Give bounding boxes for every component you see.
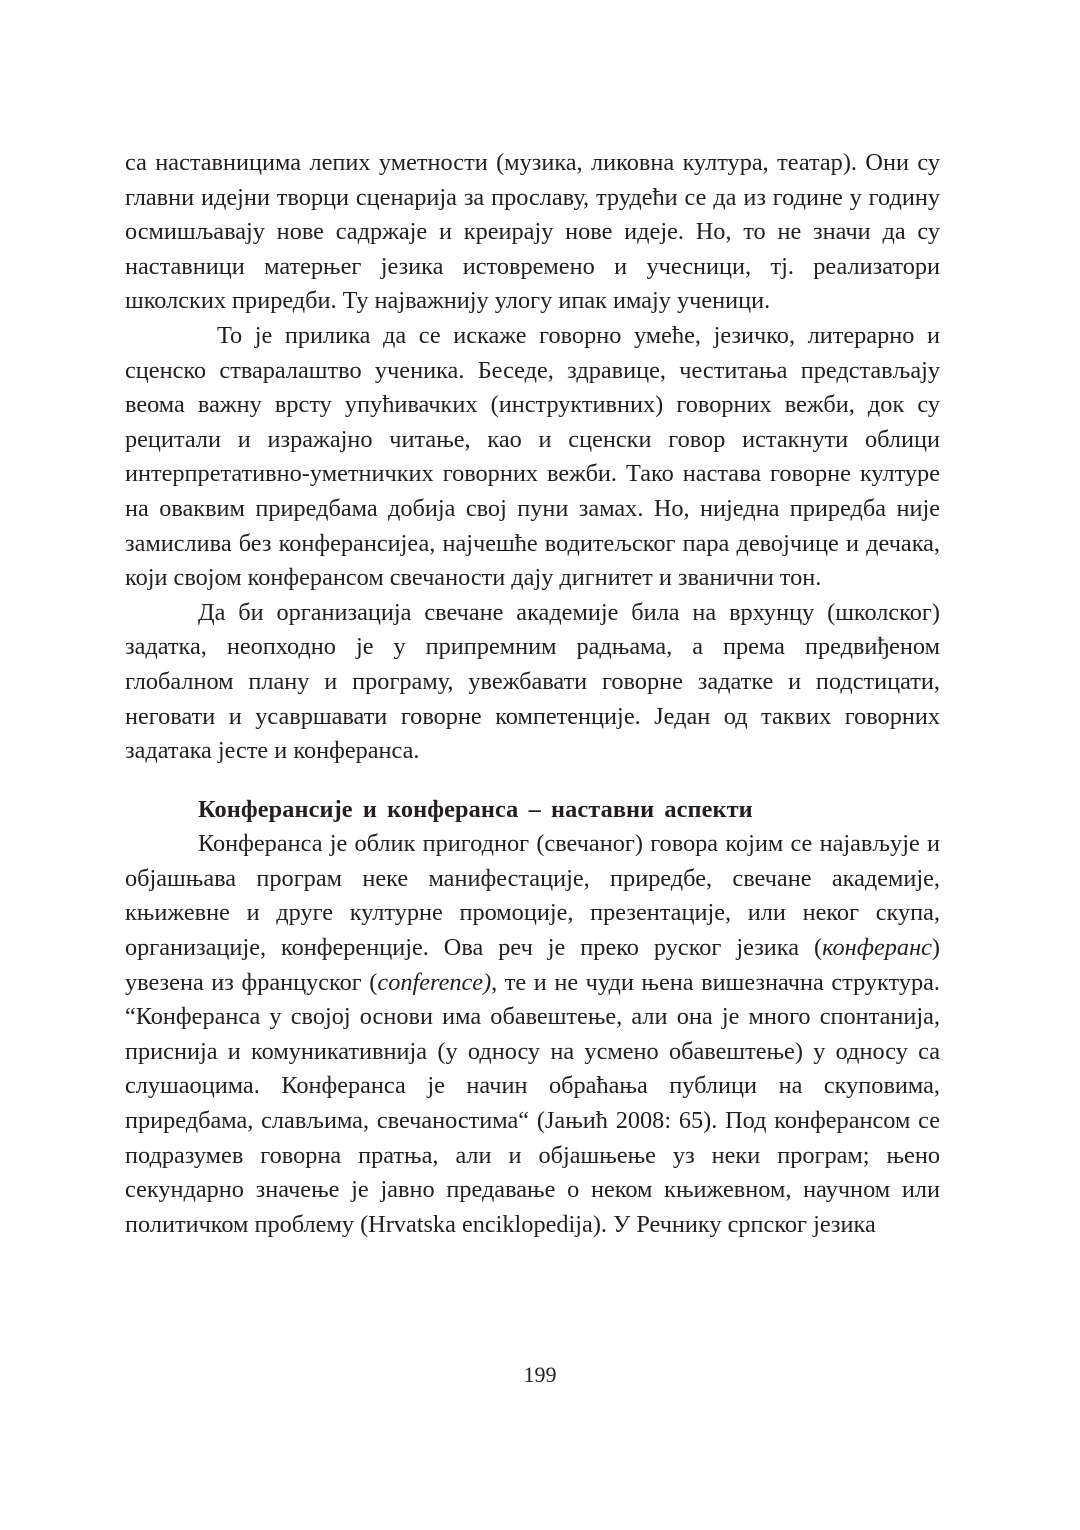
paragraph-4-italic-1: конферанс bbox=[822, 934, 932, 962]
paragraph-3: Да би организација свечане академије била на врхунцу (школског) задатка, неопходно је у припремним радњама, а према предвиђеном глобалном плану и програму, увежбавати говорне задатке и подстицати, неговати и усавршавати говорне компетенције. Један од таквих говорних задатака јесте и конферанса. bbox=[125, 598, 940, 765]
page-number: 199 bbox=[523, 1362, 557, 1387]
paragraph-4 bbox=[125, 827, 940, 1242]
paragraph-4-text-1: Конферанса је облик пригодног (свечаног) говора којим се најављује и објашњава програм неке манифестације, приредбе, свечане академије, књижевне и друге културне промоције, презентације, или неког скупа, организације, конференције. Ова реч је преко руског језика ( bbox=[125, 830, 940, 962]
paragraph-4-italic-2: conference) bbox=[377, 968, 492, 996]
paragraph-4-text-2: ) увезена из француског ( bbox=[125, 934, 940, 996]
section-heading: Конферансије и конферанса – наставни аспекти bbox=[198, 795, 753, 823]
page-body bbox=[125, 146, 940, 1242]
paragraph-1: са наставницима лепих уметности (музика, ликовна култура, театар). Они су главни идејни творци сценарија за прославу, трудећи се да из године у годину осмишљавају нове садржаје и креирају нове идеје. Но, то не значи да су наставници матерњег језика истовремено и учесници, тј. реализатори школских приредби. Ту најважнију улогу ипак имају ученици. bbox=[125, 149, 940, 315]
paragraph-2: То је прилика да се искаже говорно умеће, језичко, литерарно и сценско стваралаштво ученика. Беседе, здравице, честитања представљају веома важну врсту упућивачких (инструктивних) говорних вежби, док су рецитали и изражајно читање, као и сценски говор истакнути облици интерпретативно-уметничких говорних вежби. Тако настава говорне културе на оваквим приредбама добија свој пуни замах. Но, ниједна приредба није замислива без конферансијеа, најчешће водитељског пара девојчице и дечака, који својом конферансом свечаности дају дигнитет и званични тон. bbox=[125, 321, 940, 592]
paragraph-4-text-3: , те и не чуди њена вишезначна структура. “Конферанса у својој основи има обавештење, али она је много спонтанија, приснија и комуникативнија (у односу на усмено обавештење) у односу са слушаоцима. Конферанса је начин обраћања публици на скуповима, приредбама, слављима, свечаностима“ (Јањић 2008: 65). Под конферансом се подразумев говорна пратња, али и објашњење уз неки програм; њено секундарно значење је јавно предавање о неком књижевном, научном или политичком проблему (Hrvatska enciklopedija). У Речнику српског језика bbox=[125, 968, 940, 1238]
